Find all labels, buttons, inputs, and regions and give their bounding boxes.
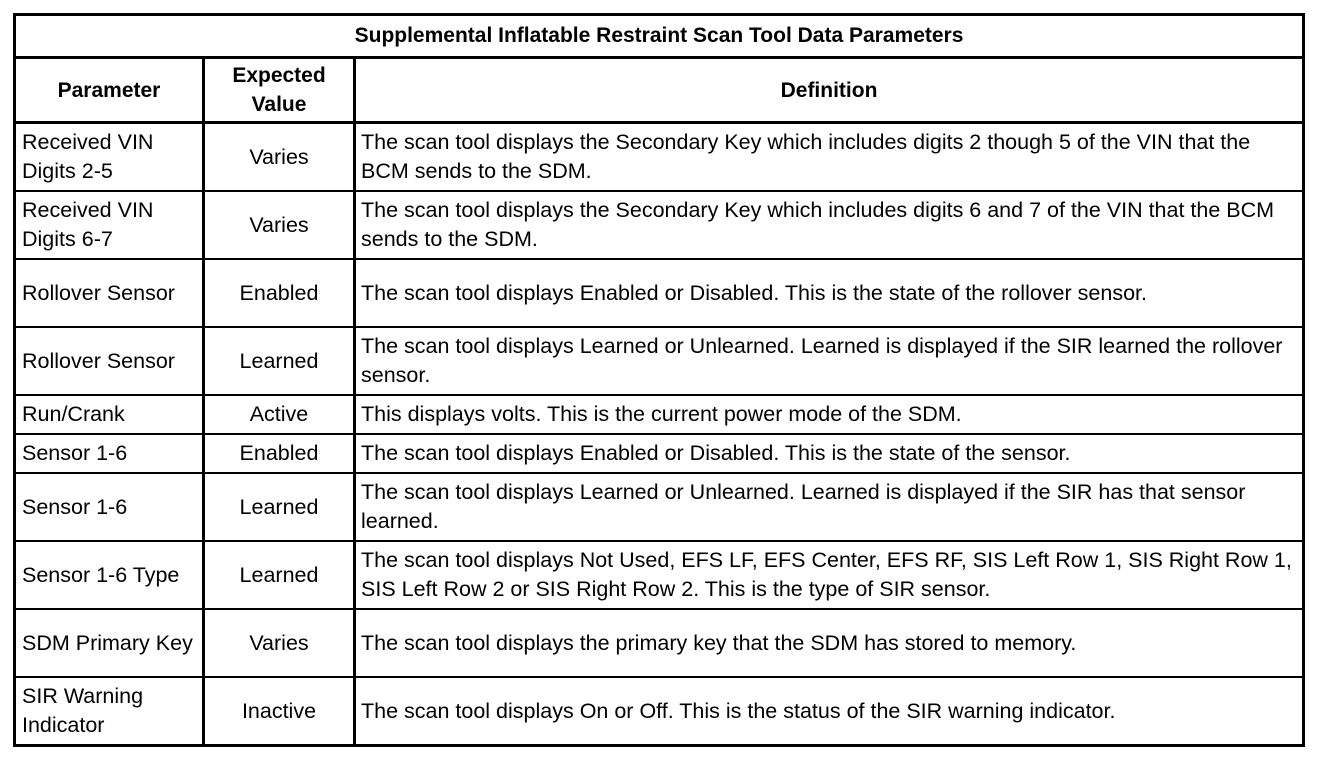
scan-tool-data-table bbox=[13, 13, 1305, 747]
row-expected-value: Inactive bbox=[204, 677, 355, 746]
row-expected-value: Learned bbox=[204, 541, 355, 609]
row-parameter: Run/Crank bbox=[15, 395, 204, 434]
row-expected-value: Varies bbox=[204, 191, 355, 259]
row-expected-value: Enabled bbox=[204, 259, 355, 327]
table-row bbox=[15, 395, 1304, 434]
row-expected-value: Active bbox=[204, 395, 355, 434]
row-parameter: Sensor 1-6 bbox=[15, 434, 204, 473]
row-definition: The scan tool displays Enabled or Disabled. This is the state of the rollover sensor. bbox=[355, 259, 1304, 327]
header-expected-value-line1: Expected bbox=[232, 64, 326, 87]
row-expected-value: Learned bbox=[204, 327, 355, 395]
row-definition: The scan tool displays Learned or Unlearned. Learned is displayed if the SIR learned the rollover sensor. bbox=[355, 327, 1304, 395]
table-row bbox=[15, 191, 1304, 259]
header-expected-value-line2: Value bbox=[251, 93, 307, 116]
row-parameter: Received VIN Digits 6-7 bbox=[15, 191, 204, 259]
row-definition: The scan tool displays Enabled or Disabled. This is the state of the sensor. bbox=[355, 434, 1304, 473]
row-expected-value: Varies bbox=[204, 609, 355, 677]
row-expected-value: Learned bbox=[204, 473, 355, 541]
row-parameter: Sensor 1-6 bbox=[15, 473, 204, 541]
row-definition: The scan tool displays Learned or Unlearned. Learned is displayed if the SIR has that sensor learned. bbox=[355, 473, 1304, 541]
row-definition: The scan tool displays On or Off. This is the status of the SIR warning indicator. bbox=[355, 677, 1304, 746]
row-expected-value: Enabled bbox=[204, 434, 355, 473]
header-definition: Definition bbox=[355, 58, 1304, 123]
table-title: Supplemental Inflatable Restraint Scan Tool Data Parameters bbox=[15, 15, 1304, 58]
table-title-row bbox=[15, 15, 1304, 58]
table-row bbox=[15, 327, 1304, 395]
row-expected-value: Varies bbox=[204, 123, 355, 192]
table-row bbox=[15, 434, 1304, 473]
table-row bbox=[15, 473, 1304, 541]
table-header-row bbox=[15, 58, 1304, 123]
row-parameter: Sensor 1-6 Type bbox=[15, 541, 204, 609]
table-row bbox=[15, 677, 1304, 746]
row-definition: The scan tool displays the Secondary Key which includes digits 2 though 5 of the VIN that the BCM sends to the SDM. bbox=[355, 123, 1304, 192]
row-definition: This displays volts. This is the current power mode of the SDM. bbox=[355, 395, 1304, 434]
row-parameter: Rollover Sensor bbox=[15, 259, 204, 327]
row-parameter: Rollover Sensor bbox=[15, 327, 204, 395]
table-row bbox=[15, 541, 1304, 609]
row-definition: The scan tool displays the primary key that the SDM has stored to memory. bbox=[355, 609, 1304, 677]
row-definition: The scan tool displays the Secondary Key which includes digits 6 and 7 of the VIN that the BCM sends to the SDM. bbox=[355, 191, 1304, 259]
header-expected-value bbox=[204, 58, 355, 123]
row-parameter: Received VIN Digits 2-5 bbox=[15, 123, 204, 192]
row-definition: The scan tool displays Not Used, EFS LF, EFS Center, EFS RF, SIS Left Row 1, SIS Right Row 1, SIS Left Row 2 or SIS Right Row 2. This is the type of SIR sensor. bbox=[355, 541, 1304, 609]
row-parameter: SDM Primary Key bbox=[15, 609, 204, 677]
header-parameter: Parameter bbox=[15, 58, 204, 123]
table-row bbox=[15, 259, 1304, 327]
row-parameter: SIR Warning Indicator bbox=[15, 677, 204, 746]
table-row bbox=[15, 609, 1304, 677]
table-row bbox=[15, 123, 1304, 192]
